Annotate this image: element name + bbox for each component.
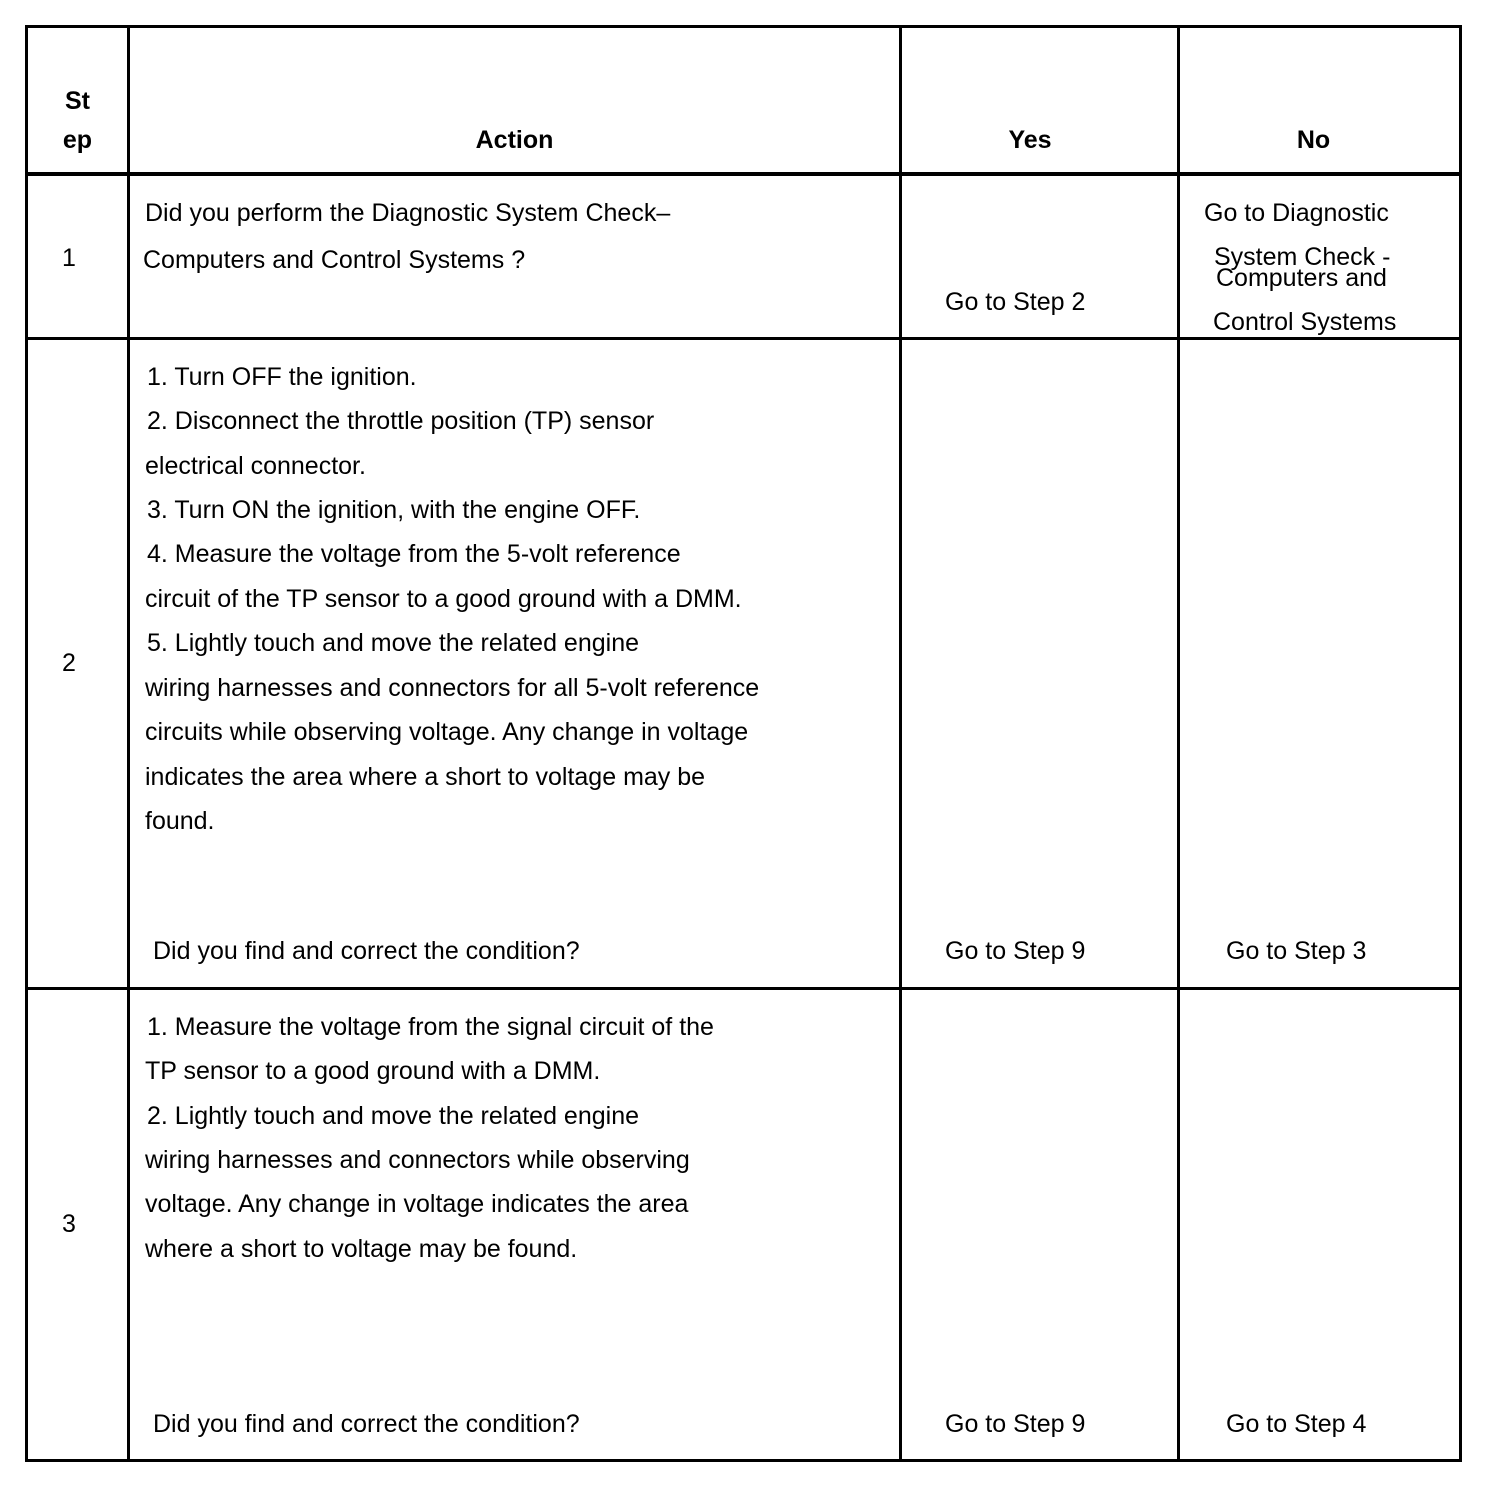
header-divider [25,172,1462,176]
action-line: 2. Disconnect the throttle position (TP) sensor [147,407,655,435]
action-line: circuits while observing voltage. Any change in voltage [145,718,749,746]
yes-outcome: Go to Step 9 [945,937,1086,965]
action-line: found. [145,807,215,835]
no-outcome-line: System Check - [1214,243,1391,271]
yes-outcome: Go to Step 9 [945,1410,1086,1438]
action-line: electrical connector. [145,452,366,480]
step-number: 1 [62,244,76,272]
action-line: circuit of the TP sensor to a good ground with a DMM. [145,585,742,613]
header-step-line1: St [65,87,90,115]
row-divider [25,987,1462,990]
step-number: 2 [62,649,76,677]
no-outcome: Go to Step 4 [1226,1410,1367,1438]
action-line: voltage. Any change in voltage indicates the area [145,1190,689,1218]
action-line: indicates the area where a short to voltage may be [145,763,706,791]
action-line: 1. Turn OFF the ignition. [147,363,417,391]
action-line: 4. Measure the voltage from the 5-volt reference [147,540,681,568]
action-line: wiring harnesses and connectors for all 5-volt reference [145,674,760,702]
action-line: 1. Measure the voltage from the signal circuit of the [147,1013,714,1041]
action-line: Did you perform the Diagnostic System Check– [145,199,671,227]
column-divider [899,25,902,1462]
column-divider [127,25,130,1462]
header-step-line2: ep [62,126,93,154]
action-line: Computers and Control Systems ? [143,246,526,274]
action-line: where a short to voltage may be found. [145,1235,578,1263]
action-line: 5. Lightly touch and move the related engine [147,629,640,657]
table-border-left [25,25,28,1462]
header-no: No [1296,126,1331,154]
table-border-bottom [25,1459,1462,1462]
header-yes: Yes [1008,126,1052,154]
row-divider [25,337,1462,340]
header-step [28,86,127,155]
step-number: 3 [62,1210,76,1238]
no-outcome-line: Control Systems [1213,308,1397,336]
no-outcome: Go to Step 3 [1226,937,1367,965]
action-question: Did you find and correct the condition? [153,1410,580,1438]
yes-outcome: Go to Step 2 [945,288,1086,316]
no-outcome-line: Go to Diagnostic [1204,199,1389,227]
table-border-right [1459,25,1462,1462]
action-line: 2. Lightly touch and move the related engine [147,1102,640,1130]
action-line: wiring harnesses and connectors while observing [145,1146,690,1174]
action-question: Did you find and correct the condition? [153,937,580,965]
action-line: 3. Turn ON the ignition, with the engine OFF. [147,496,641,524]
table-border-top [25,25,1462,28]
column-divider [1177,25,1180,1462]
action-line: TP sensor to a good ground with a DMM. [145,1057,601,1085]
no-outcome-line: Computers and [1216,264,1387,292]
header-action: Action [475,126,554,154]
